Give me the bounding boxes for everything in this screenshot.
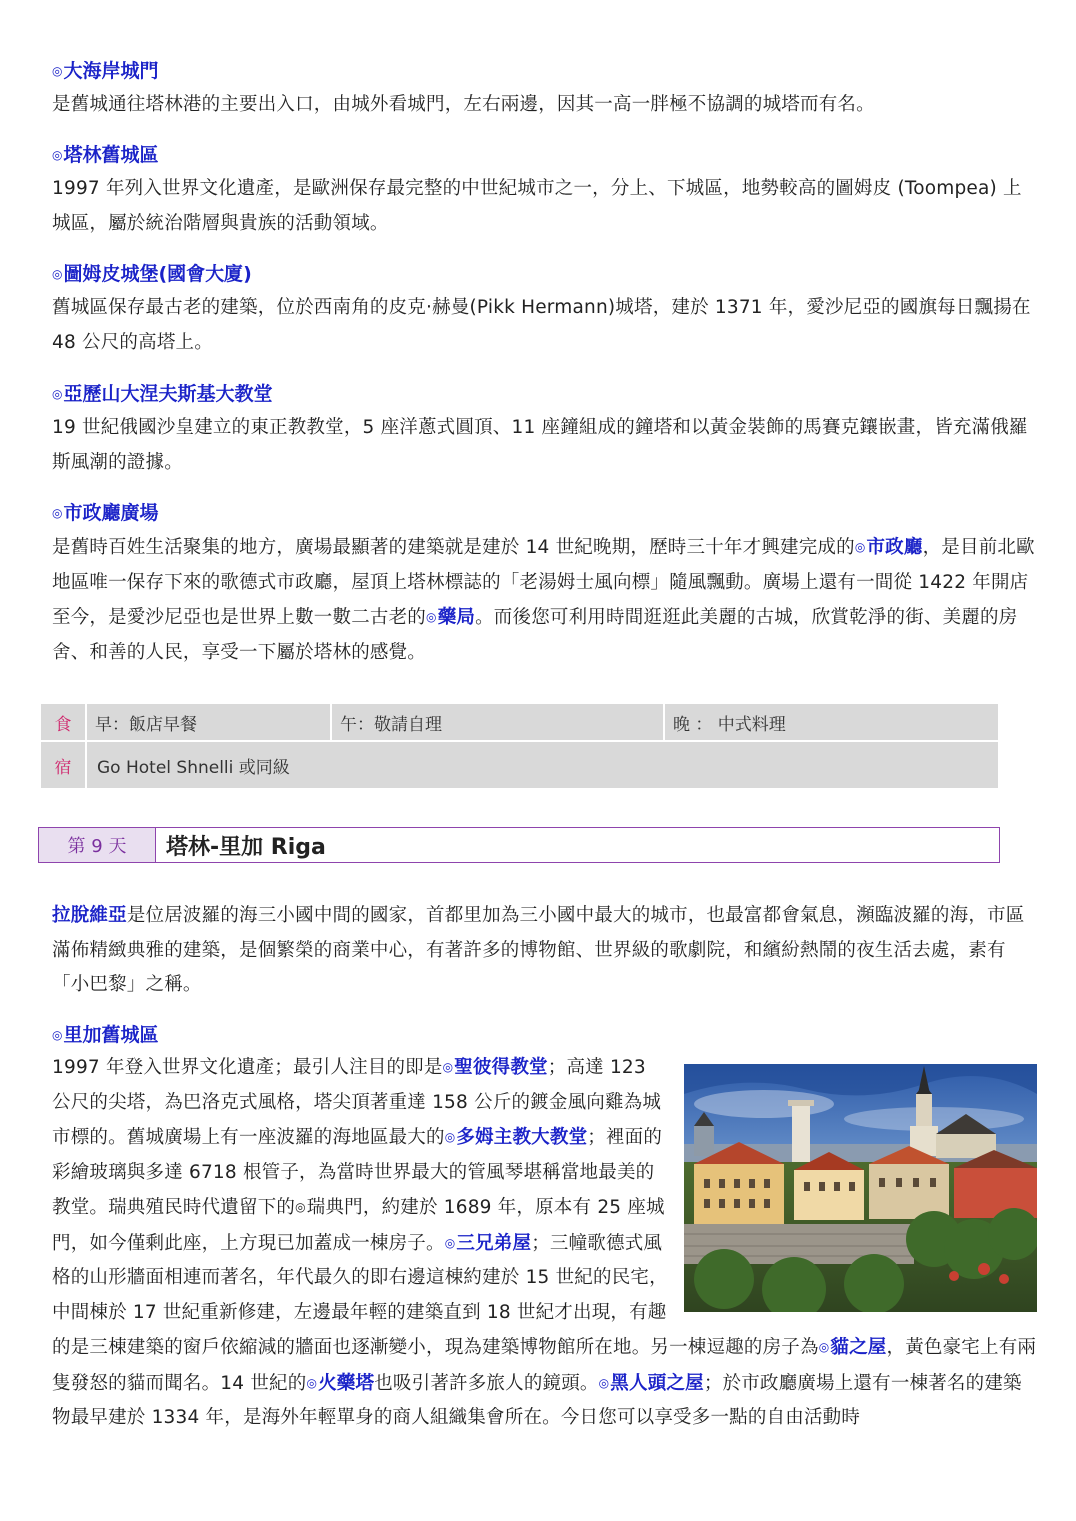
tallinn-old-town-photo: [684, 1064, 1037, 1312]
highlight-text: 聖彼得教堂: [454, 1057, 548, 1078]
bullet-mark-icon: ◎: [444, 1235, 456, 1250]
body-text: ，約建於 1689 年，原本有 25 座城門，如今僅剩此座，上方現已加蓋成一棟房子。: [52, 1197, 665, 1254]
plain-text: 瑞典門: [306, 1197, 363, 1218]
bullet-mark-icon: ◎: [444, 1130, 456, 1144]
highlight-text: 火藥塔: [318, 1372, 375, 1394]
intro-paragraph: [52, 899, 1037, 1003]
bullet-mark-icon: ◎: [52, 148, 63, 162]
section-body: 舊城區保存最古老的建築，位於西南角的皮克‧赫曼(Pikk Hermann)城塔，建於 1371 年，愛沙尼亞的國旗每日飄揚在 48 公尺的高塔上。: [52, 297, 1031, 353]
highlight-text: 市政廳: [866, 537, 923, 558]
bullet-mark-icon: ◎: [854, 540, 866, 554]
section-heading: [52, 58, 159, 84]
highlight-link: [445, 1233, 531, 1254]
highlight-link: [855, 537, 923, 558]
bullet-mark-icon: ◎: [295, 1200, 306, 1214]
meals-row: [40, 703, 999, 741]
body-text: ，黃色豪宅上有兩隻發怒的貓而聞名。14 世紀的: [52, 1337, 1037, 1394]
body-text: ；高達 123 公尺的尖塔，為巴洛克式風格，塔尖頂著重達 158 公斤的鍍金風向雞為城市標的。舊城廣場上有一座波羅的海地區最大的: [52, 1057, 662, 1148]
riga-paragraph: [52, 1050, 1037, 1436]
body-text: 1997 年登入世界文化遺產；最引人注目的即是: [52, 1057, 443, 1078]
plain-mark-text: [295, 1197, 363, 1218]
day-label: 第 9 天: [39, 828, 156, 862]
section-heading: [52, 261, 252, 287]
section-title: 里加舊城區: [63, 1024, 159, 1046]
section-title: 市政廳廣場: [63, 502, 159, 524]
body-text: 是舊時百姓生活聚集的地方，廣場最顯著的建築就是建於 14 世紀晚期，歷時三十年才興建完成的: [52, 537, 855, 558]
section-heading: [52, 142, 159, 168]
food-tag: 食: [40, 703, 86, 741]
lunch-cell: 午：敬請自理: [331, 703, 664, 741]
highlight-text: 黑人頭之屋: [610, 1372, 704, 1394]
body-text: ；裡面的彩繪玻璃與多達 6718 根管子，為當時世界最大的管風琴堪稱當地最美的教堂。瑞典殖民時代遺留下的: [52, 1127, 663, 1218]
section-title: 大海岸城門: [63, 60, 159, 82]
dinner-cell: 晚 ： 中式料理: [664, 703, 999, 741]
bullet-mark-icon: ◎: [442, 1060, 454, 1074]
section-body: 是舊城通往塔林港的主要出入口，由城外看城門，左右兩邊，因其一高一胖極不協調的城塔而有名。: [52, 94, 875, 115]
highlight-link: [443, 1057, 548, 1078]
bullet-mark-icon: ◎: [598, 1375, 610, 1390]
bullet-mark-icon: ◎: [52, 506, 63, 520]
highlight-text: 多姆主教大教堂: [456, 1127, 588, 1148]
body-text: ，是目前北歐地區唯一保存下來的歌德式市政廳，屋頂上塔林標誌的「老湯姆士風向標」隨風飄動。廣場上還有一間從 1422 年開店至今，是愛沙尼亞也是世界上數一數二古老的: [52, 537, 1035, 628]
section-title: 亞歷山大涅夫斯基大教堂: [63, 383, 273, 405]
section-heading: [52, 381, 273, 407]
highlight-link: [819, 1337, 887, 1358]
highlight-text: 貓之屋: [830, 1337, 887, 1358]
bullet-mark-icon: ◎: [52, 1028, 63, 1042]
highlight-link: [599, 1373, 704, 1394]
section-title: 塔林舊城區: [63, 144, 159, 166]
section-heading: [52, 1022, 159, 1048]
intro-body: 是位居波羅的海三小國中間的國家，首都里加為三小國中最大的城市，也最富都會氣息，瀕臨波羅的海，市區滿佈精緻典雅的建築，是個繁榮的商業中心，有著許多的博物館、世界級的歌劇院，和繽紛熱鬧的夜生活去處，素有「小巴黎」之稱。: [52, 905, 1025, 995]
day-banner: [38, 827, 1000, 863]
body-text: 。而後您可利用時間逛逛此美麗的古城，欣賞乾淨的街、美麗的房舍、和善的人民，享受一下屬於塔林的感覺。: [52, 607, 1018, 663]
bullet-mark-icon: ◎: [426, 610, 437, 624]
hotel-cell: Go Hotel Shnelli 或同級: [86, 741, 999, 789]
section-body: 19 世紀俄國沙皇建立的東正教教堂，5 座洋蔥式圓頂、11 座鐘組成的鐘塔和以黃金裝飾的馬賽克鑲嵌畫，皆充滿俄羅斯風潮的證據。: [52, 417, 1028, 473]
bullet-mark-icon: ◎: [818, 1340, 830, 1354]
section-heading: [52, 500, 159, 526]
highlight-link: [445, 1127, 588, 1148]
bullet-mark-icon: ◎: [52, 267, 63, 281]
section-title: 圖姆皮城堡(國會大廈): [63, 263, 252, 285]
highlight-text: 藥局: [437, 607, 476, 628]
country-name: 拉脫維亞: [52, 905, 127, 926]
breakfast-cell: 早：飯店早餐: [86, 703, 331, 741]
bullet-mark-icon: ◎: [52, 64, 63, 78]
highlight-text: 三兄弟屋: [456, 1232, 532, 1254]
body-text: ；三幢歌德式風格的山形牆面相連而著名，年代最久的即右邊這棟約建於 15 世紀的民宅，中間棟於 17 世紀重新修建，左邊最年輕的建築直到 18 世紀才出現，有趣的是三棟建築的窗戶依縮減的牆面也逐漸變小，現為建築博物館所在地。另一棟逗趣的房子為: [52, 1232, 819, 1358]
highlight-link: [426, 607, 475, 628]
bullet-mark-icon: ◎: [52, 387, 63, 401]
bullet-mark-icon: ◎: [306, 1375, 318, 1390]
day-title: 塔林-里加 Riga: [166, 834, 326, 860]
stay-row: [40, 741, 999, 789]
stay-tag: 宿: [40, 741, 86, 789]
body-text: ；於市政廳廣場上還有一棟著名的建築物最早建於 1334 年，是海外年輕單身的商人組織集會所在。今日您可以享受多一點的自由活動時: [52, 1372, 1022, 1428]
body-text: 也吸引著許多旅人的鏡頭。: [374, 1372, 599, 1394]
meals-table: [39, 702, 1000, 790]
section-body: 1997 年列入世界文化遺產，是歐洲保存最完整的中世紀城市之一，分上、下城區，地勢較高的圖姆皮 (Toompea) 上城區，屬於統治階層與貴族的活動領域。: [52, 178, 1022, 234]
highlight-link: [306, 1373, 374, 1394]
section-body: [52, 530, 1037, 670]
